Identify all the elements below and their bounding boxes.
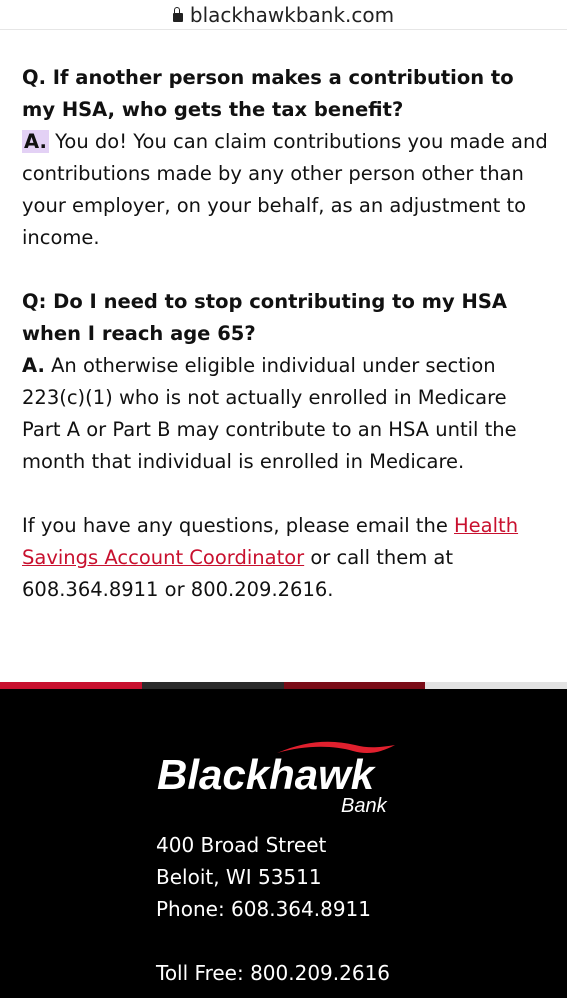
address-street: 400 Broad Street	[156, 833, 327, 857]
contact-text-before: If you have any questions, please email the	[22, 514, 455, 537]
answer-prefix: A.	[24, 130, 47, 153]
stripe-segment	[0, 682, 142, 689]
stripe-segment	[425, 682, 567, 689]
url-text: blackhawkbank.com	[189, 2, 395, 27]
contact-text-after: or call them at 608.364.8911 or 800.209.2616.	[22, 546, 454, 601]
faq-answer	[22, 126, 550, 254]
contact-paragraph	[22, 510, 550, 606]
lock-icon	[173, 13, 183, 22]
browser-url-bar[interactable]	[0, 0, 567, 30]
answer-text: You do! You can claim contributions you made and contributions made by any other person other than your employer, on your behalf, as an adjustment to income.	[22, 130, 548, 249]
faq-item	[22, 286, 550, 478]
phone-number[interactable]: Phone: 608.364.8911	[156, 897, 372, 921]
faq-item	[22, 62, 550, 254]
faq-question: Q: Do I need to stop contributing to my HSA when I reach age 65?	[22, 290, 507, 345]
blackhawk-bank-logo[interactable]	[155, 739, 415, 819]
footer-color-stripe	[0, 682, 567, 689]
toll-free-number[interactable]: Toll Free: 800.209.2616	[156, 961, 391, 985]
logo-wordmark: Blackhawk	[157, 751, 375, 798]
bank-address	[156, 829, 390, 989]
answer-text: An otherwise eligible individual under section 223(c)(1) who is not actually enrolled in Medicare Part A or Part B may contribute to an HSA until the month that individual is enrolled in Medicare.	[22, 354, 517, 473]
hsa-coordinator-link[interactable]: Health Savings Account Coordinator	[22, 514, 519, 569]
site-footer	[0, 689, 567, 998]
faq-content	[22, 62, 550, 606]
stripe-segment	[142, 682, 284, 689]
faq-question: Q. If another person makes a contribution to my HSA, who gets the tax benefit?	[22, 66, 514, 121]
answer-prefix: A.	[22, 354, 45, 377]
address-city: Beloit, WI 53511	[156, 865, 322, 889]
logo-subtext: Bank	[341, 795, 387, 817]
faq-answer	[22, 350, 550, 478]
stripe-segment	[284, 682, 426, 689]
